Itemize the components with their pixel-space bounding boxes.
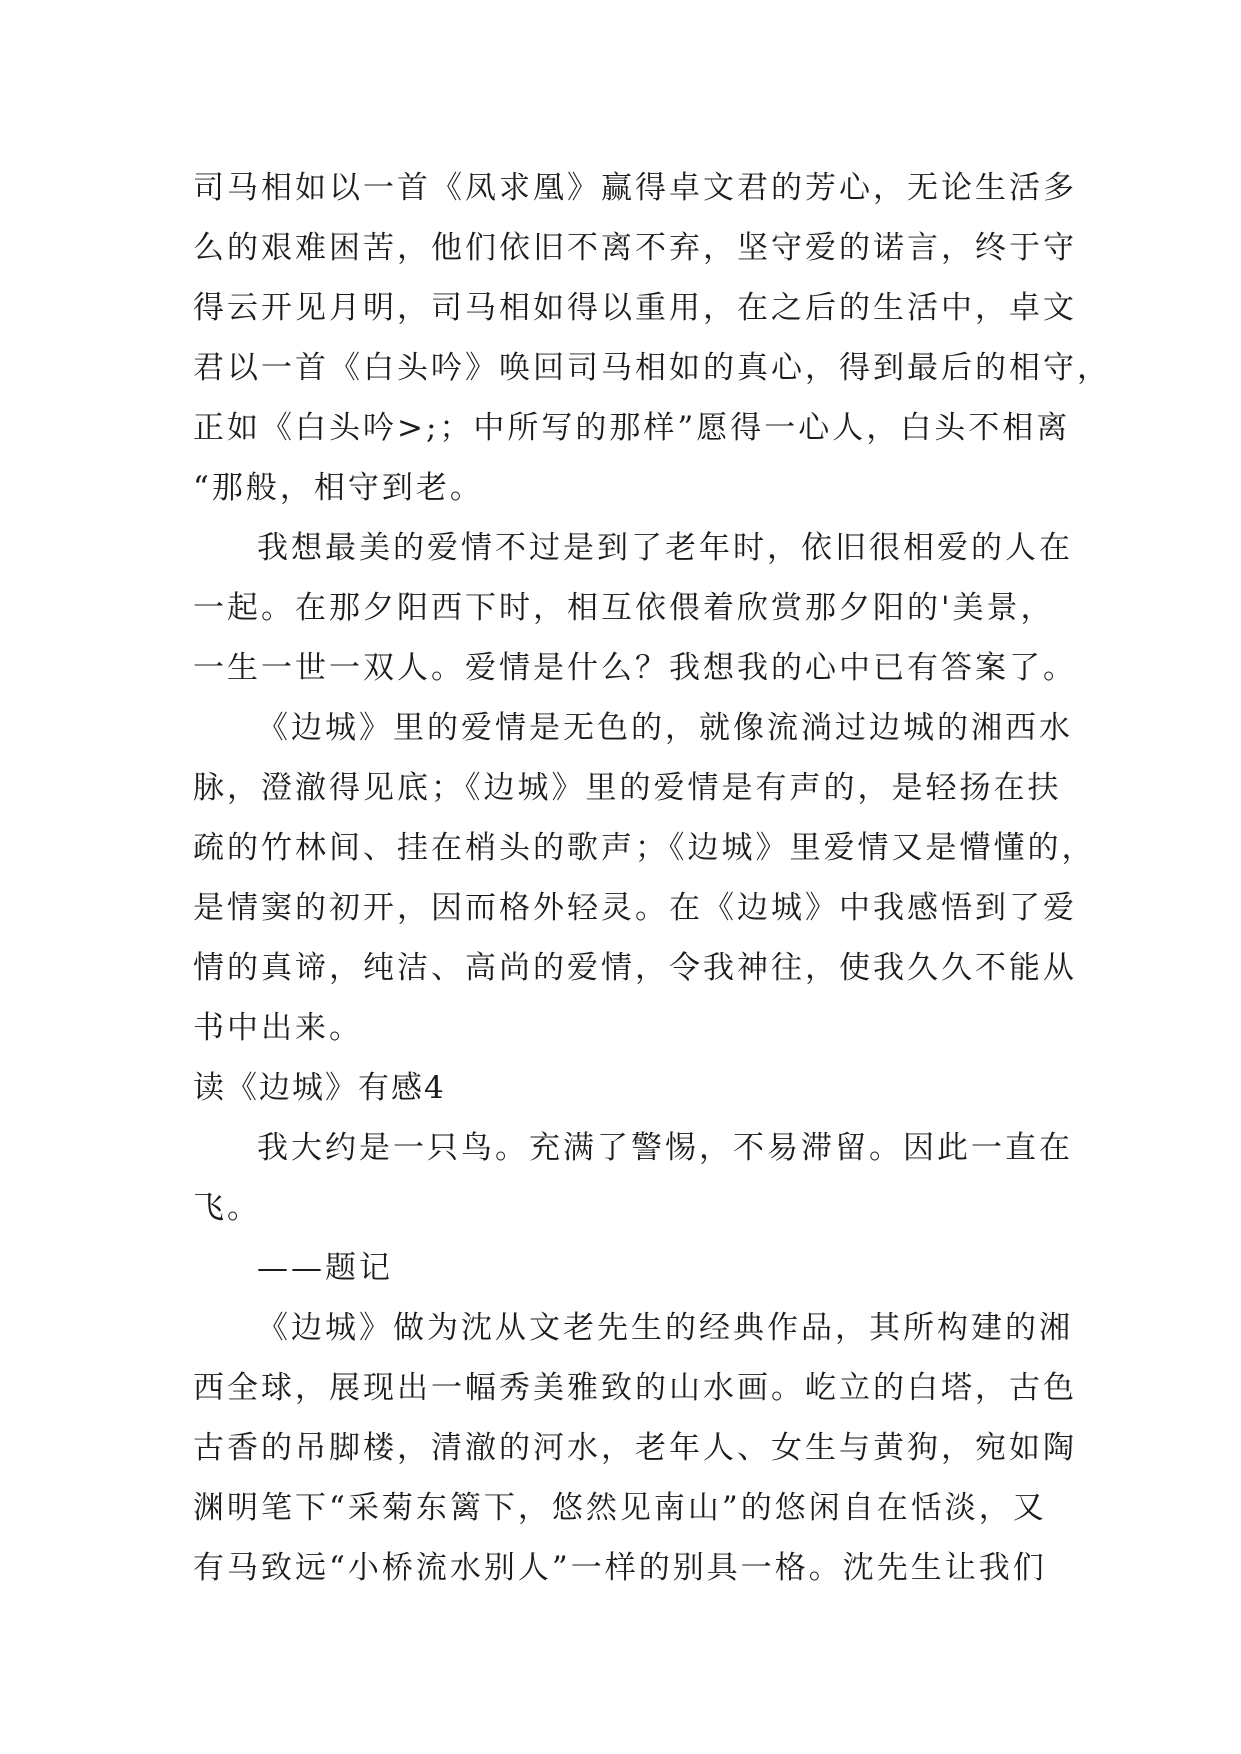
text-line: “那般，相守到老。 [193, 470, 484, 506]
document-page [193, 158, 1111, 1598]
text-line: 情的真谛，纯洁、高尚的爱情，令我神往，使我久久不能从 [193, 950, 1077, 986]
text-line: 么的艰难困苦，他们依旧不离不弃，坚守爱的诺言，终于守 [193, 230, 1077, 266]
text-line: 有马致远“小桥流水别人”一样的别具一格。沈先生让我们 [193, 1550, 1047, 1586]
text-line: 一生一世一双人。爱情是什么？我想我的心中已有答案了。 [193, 650, 1077, 686]
text-line: 得云开见月明，司马相如得以重用，在之后的生活中，卓文 [193, 290, 1077, 326]
text-line: 飞。 [193, 1190, 261, 1226]
text-line: 司马相如以一首《凤求凰》赢得卓文君的芳心，无论生活多 [193, 170, 1077, 206]
text-line: 疏的竹林间、挂在梢头的歌声；《边城》里爱情又是懵懂的， [193, 830, 1096, 866]
text-line: 《边城》里的爱情是无色的，就像流淌过边城的湘西水 [257, 710, 1073, 746]
text-line: 书中出来。 [193, 1010, 363, 1046]
text-line: 脉，澄澈得见底；《边城》里的爱情是有声的，是轻扬在扶 [193, 770, 1062, 806]
text-line: 君以一首《白头吟》唤回司马相如的真心，得到最后的相守， [193, 350, 1111, 386]
text-line: 我想最美的爱情不过是到了老年时，依旧很相爱的人在 [257, 530, 1073, 566]
text-line: 古香的吊脚楼，清澈的河水，老年人、女生与黄狗，宛如陶 [193, 1430, 1077, 1466]
text-line: 是情窦的初开，因而格外轻灵。在《边城》中我感悟到了爱 [193, 890, 1077, 926]
text-line: 一起。在那夕阳西下时，相互依偎着欣赏那夕阳的'美景， [193, 590, 1055, 626]
text-line: 正如《白头吟>;；中所写的那样”愿得一心人，白头不相离 [193, 410, 1071, 446]
text-line: 西全球，展现出一幅秀美雅致的山水画。屹立的白塔，古色 [193, 1370, 1077, 1406]
text-line: ——题记 [257, 1250, 393, 1286]
text-line: 渊明笔下“采菊东篱下，悠然见南山”的悠闲自在恬淡，又 [193, 1490, 1047, 1526]
text-line: 我大约是一只鸟。充满了警惕，不易滞留。因此一直在 [257, 1130, 1073, 1166]
section-heading: 读《边城》有感4 [193, 1070, 446, 1106]
text-line: 《边城》做为沈从文老先生的经典作品，其所构建的湘 [257, 1310, 1073, 1346]
